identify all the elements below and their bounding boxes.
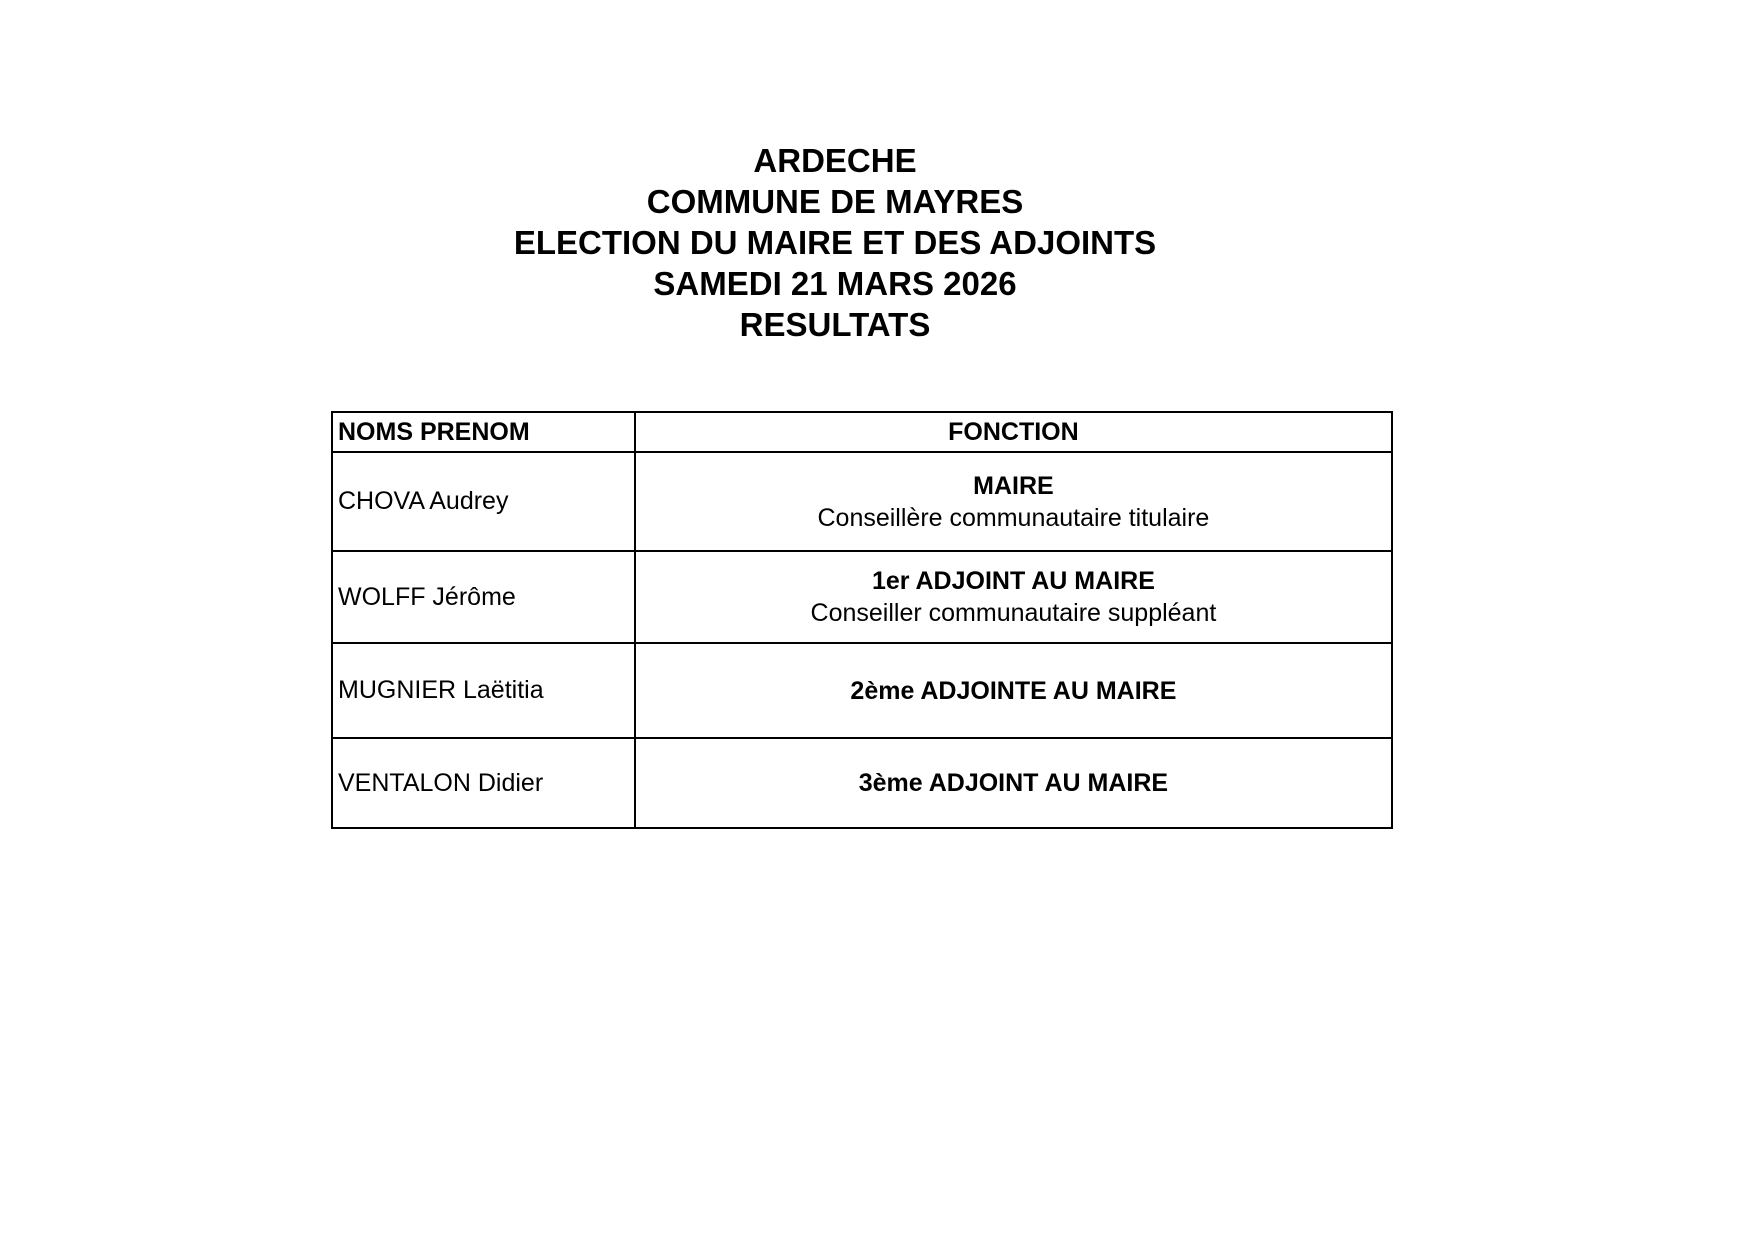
table-header-row: [332, 412, 1392, 452]
results-table: [331, 411, 1393, 829]
member-name: CHOVA Audrey: [332, 452, 635, 551]
member-function: [635, 738, 1392, 828]
table-row: [332, 452, 1392, 551]
table-row: [332, 738, 1392, 828]
election-title: ELECTION DU MAIRE ET DES ADJOINTS: [513, 224, 1157, 261]
function-title: 2ème ADJOINTE AU MAIRE: [850, 676, 1177, 705]
department-title: ARDECHE: [753, 142, 917, 179]
document-heading: [0, 140, 1670, 345]
function-title: 3ème ADJOINT AU MAIRE: [858, 769, 1169, 797]
member-name: VENTALON Didier: [332, 738, 635, 828]
member-name: MUGNIER Laëtitia: [332, 643, 635, 738]
column-header-name: NOMS PRENOM: [332, 412, 635, 452]
function-title: MAIRE: [973, 471, 1054, 500]
function-subtitle: Conseillère communautaire titulaire: [817, 503, 1210, 532]
function-title: 1er ADJOINT AU MAIRE: [871, 567, 1155, 595]
results-title: RESULTATS: [739, 306, 931, 343]
election-date: SAMEDI 21 MARS 2026: [653, 265, 1017, 302]
member-function: [635, 551, 1392, 643]
member-name: WOLFF Jérôme: [332, 551, 635, 643]
function-subtitle: Conseiller communautaire suppléant: [810, 599, 1217, 627]
commune-title: COMMUNE DE MAYRES: [646, 183, 1024, 220]
member-function: [635, 452, 1392, 551]
column-header-role: FONCTION: [635, 412, 1392, 452]
table-row: [332, 551, 1392, 643]
table-row: [332, 643, 1392, 738]
member-function: [635, 643, 1392, 738]
